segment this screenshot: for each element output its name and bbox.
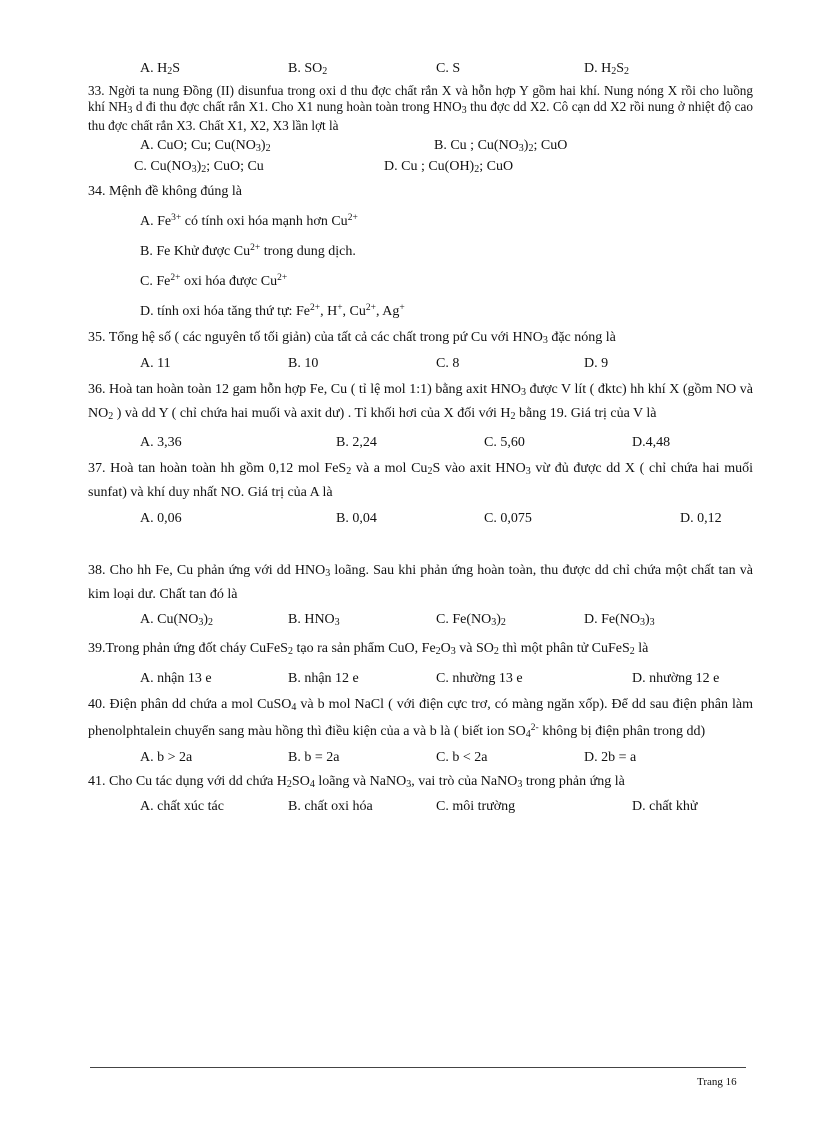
q38-option-c: C. $Fe(NO_3)_2$ [436,611,506,628]
exam-page [88,56,753,816]
q39-option-c: C. nhường 13 e [436,670,523,686]
q41-option-d: D. chất khử [632,798,698,814]
q35-option-c: C. 8 [436,355,460,371]
q39-option-d: D. nhường 12 e [632,670,720,686]
q33-option-c: C. $Cu(NO_3)_2$; CuO; Cu [134,158,264,175]
q32-option-b: B. $SO_2$ [288,61,328,77]
q40-option-d: D. 2b = a [584,749,637,765]
q40-text: 40. Điện phân dd chứa a mol CuSO$_4$ và b mol NaCl ( với điện cực trơ, có màng ngăn xốp). Để dd sau điện phân làm phenolphtalein chuyển sang màu hồng thì điều kiện của a và b là ( biết ion $SO_4^{2-}$ không bị điện phân trong dd) [88,696,753,740]
q32-options [88,60,753,81]
q37-option-d: D. 0,12 [680,510,722,526]
q34-text: 34. Mệnh đề không đúng là [88,183,242,199]
q34-option-d: D. tính oxi hóa tăng thứ tự: $Fe^{2+}$, H+, $Cu^{2+}$, Ag+ [140,302,405,319]
q37-option-c: C. 0,075 [484,510,532,526]
q33-text: 33. Ngời ta nung Đồng (II) disunfua trong oxi d thu đợc chất rắn X và hỗn hợp Y gồm hai khí. Nung nóng X rồi cho luồng khí $NH_3$ d đi thu đợc chất rắn X1. Cho X1 nung hoàn toàn trong $HNO_3$ thu đợc dd X2. Cô cạn dd X2 rồi nung ở nhiệt độ cao thu đợc chất rắn X3. Chất X1, X2, X3 lần lợt là [88,83,753,133]
q41-option-c: C. môi trường [436,798,516,814]
q32-option-a: A. $H_2S$ [140,61,181,77]
q37-option-a: A. 0,06 [140,510,182,526]
q34-option-c: C. $Fe^{2+}$ oxi hóa được $Cu^{2+}$ [140,272,288,289]
q36-option-b: B. 2,24 [336,434,377,450]
q37-text: 37. Hoà tan hoàn toàn hh gồm 0,12 mol FeS$_2$ và a mol $Cu_2S$ vào axit $HNO_3$ vừ đủ được dd X ( chỉ chứa hai muối sunfat) và khí duy nhất NO. Giá trị của A là [88,460,754,500]
q36-option-c: C. 5,60 [484,434,525,450]
q41-text: 41. Cho Cu tác dụng với dd chứa $H_2SO_4$ loãng và NaNO$_3$, vai trò của NaNO$_3$ trong phản ứng là [88,773,625,790]
footer-divider [90,1067,746,1068]
q33-options-row2 [88,158,753,179]
q38-text: 38. Cho hh Fe, Cu phản ứng với dd $HNO_3$ loãng. Sau khi phản ứng hoàn toàn, thu được dd chỉ chứa một chất tan và kim loại dư. Chất tan đó là [88,562,753,602]
q33-option-d: D. Cu ; $Cu(OH)_2$; CuO [384,158,514,175]
q34-option-b: B. Fe Khử được $Cu^{2+}$ trong dung dịch. [140,242,356,259]
q38-option-d: D. $Fe(NO_3)_3$ [584,611,655,628]
q36-options [88,434,753,452]
q32-option-c: C. S [436,61,461,76]
q35-text: 35. Tổng hệ số ( các nguyên tố tối giản) của tất cả các chất trong pứ Cu với $HNO_3$ đặc nóng là [88,329,616,346]
q40-options [88,749,753,767]
q36-option-d: D.4,48 [632,434,671,450]
q40-option-c: C. b < 2a [436,749,488,765]
q33-options-row1 [88,137,753,158]
q41-option-b: B. chất oxi hóa [288,798,373,814]
q33-option-b: B. Cu ; $Cu(NO_3)_2$; CuO [434,137,568,154]
q35-option-a: A. 11 [140,355,171,371]
q36-option-a: A. 3,36 [140,434,182,450]
q34-option-a: A. $Fe^{3+}$ có tính oxi hóa mạnh hơn $Cu^{2+}$ [140,212,358,229]
q39-text: 39.Trong phản ứng đốt cháy CuFeS$_2$ tạo ra sản phẩm CuO, $Fe_2O_3$ và $SO_2$ thì một phân tử CuFeS$_2$ là [88,640,649,657]
q39-options [88,670,753,688]
q38-option-a: A. $Cu(NO_3)_2$ [140,611,214,628]
q37-option-b: B. 0,04 [336,510,377,526]
page-number: Trang 16 [697,1076,737,1088]
q36-text: 36. Hoà tan hoàn toàn 12 gam hỗn hợp Fe, Cu ( tỉ lệ mol 1:1) bằng axit $HNO_3$ được V lít ( đktc) hh khí X (gồm NO và $NO_2$ ) và dd Y ( chỉ chứa hai muối và axit dư) . Tỉ khối hơi của X đối với $H_2$ bằng 19. Giá trị của V là [88,381,753,422]
q35-option-d: D. 9 [584,355,609,371]
q33-option-a: A. CuO; Cu; $Cu(NO_3)_2$ [140,137,271,154]
q40-option-b: B. b = 2a [288,749,340,765]
q32-option-d: D. $H_2S_2$ [584,61,630,77]
q39-option-a: A. nhận 13 e [140,670,212,686]
q38-options [88,611,753,632]
q41-option-a: A. chất xúc tác [140,798,224,814]
q38-option-b: B. $HNO_3$ [288,611,340,628]
q37-options [88,510,753,528]
q35-options [88,355,753,373]
q40-option-a: A. b > 2a [140,749,193,765]
q35-option-b: B. 10 [288,355,319,371]
q39-option-b: B. nhận 12 e [288,670,359,686]
q41-options [88,798,753,816]
